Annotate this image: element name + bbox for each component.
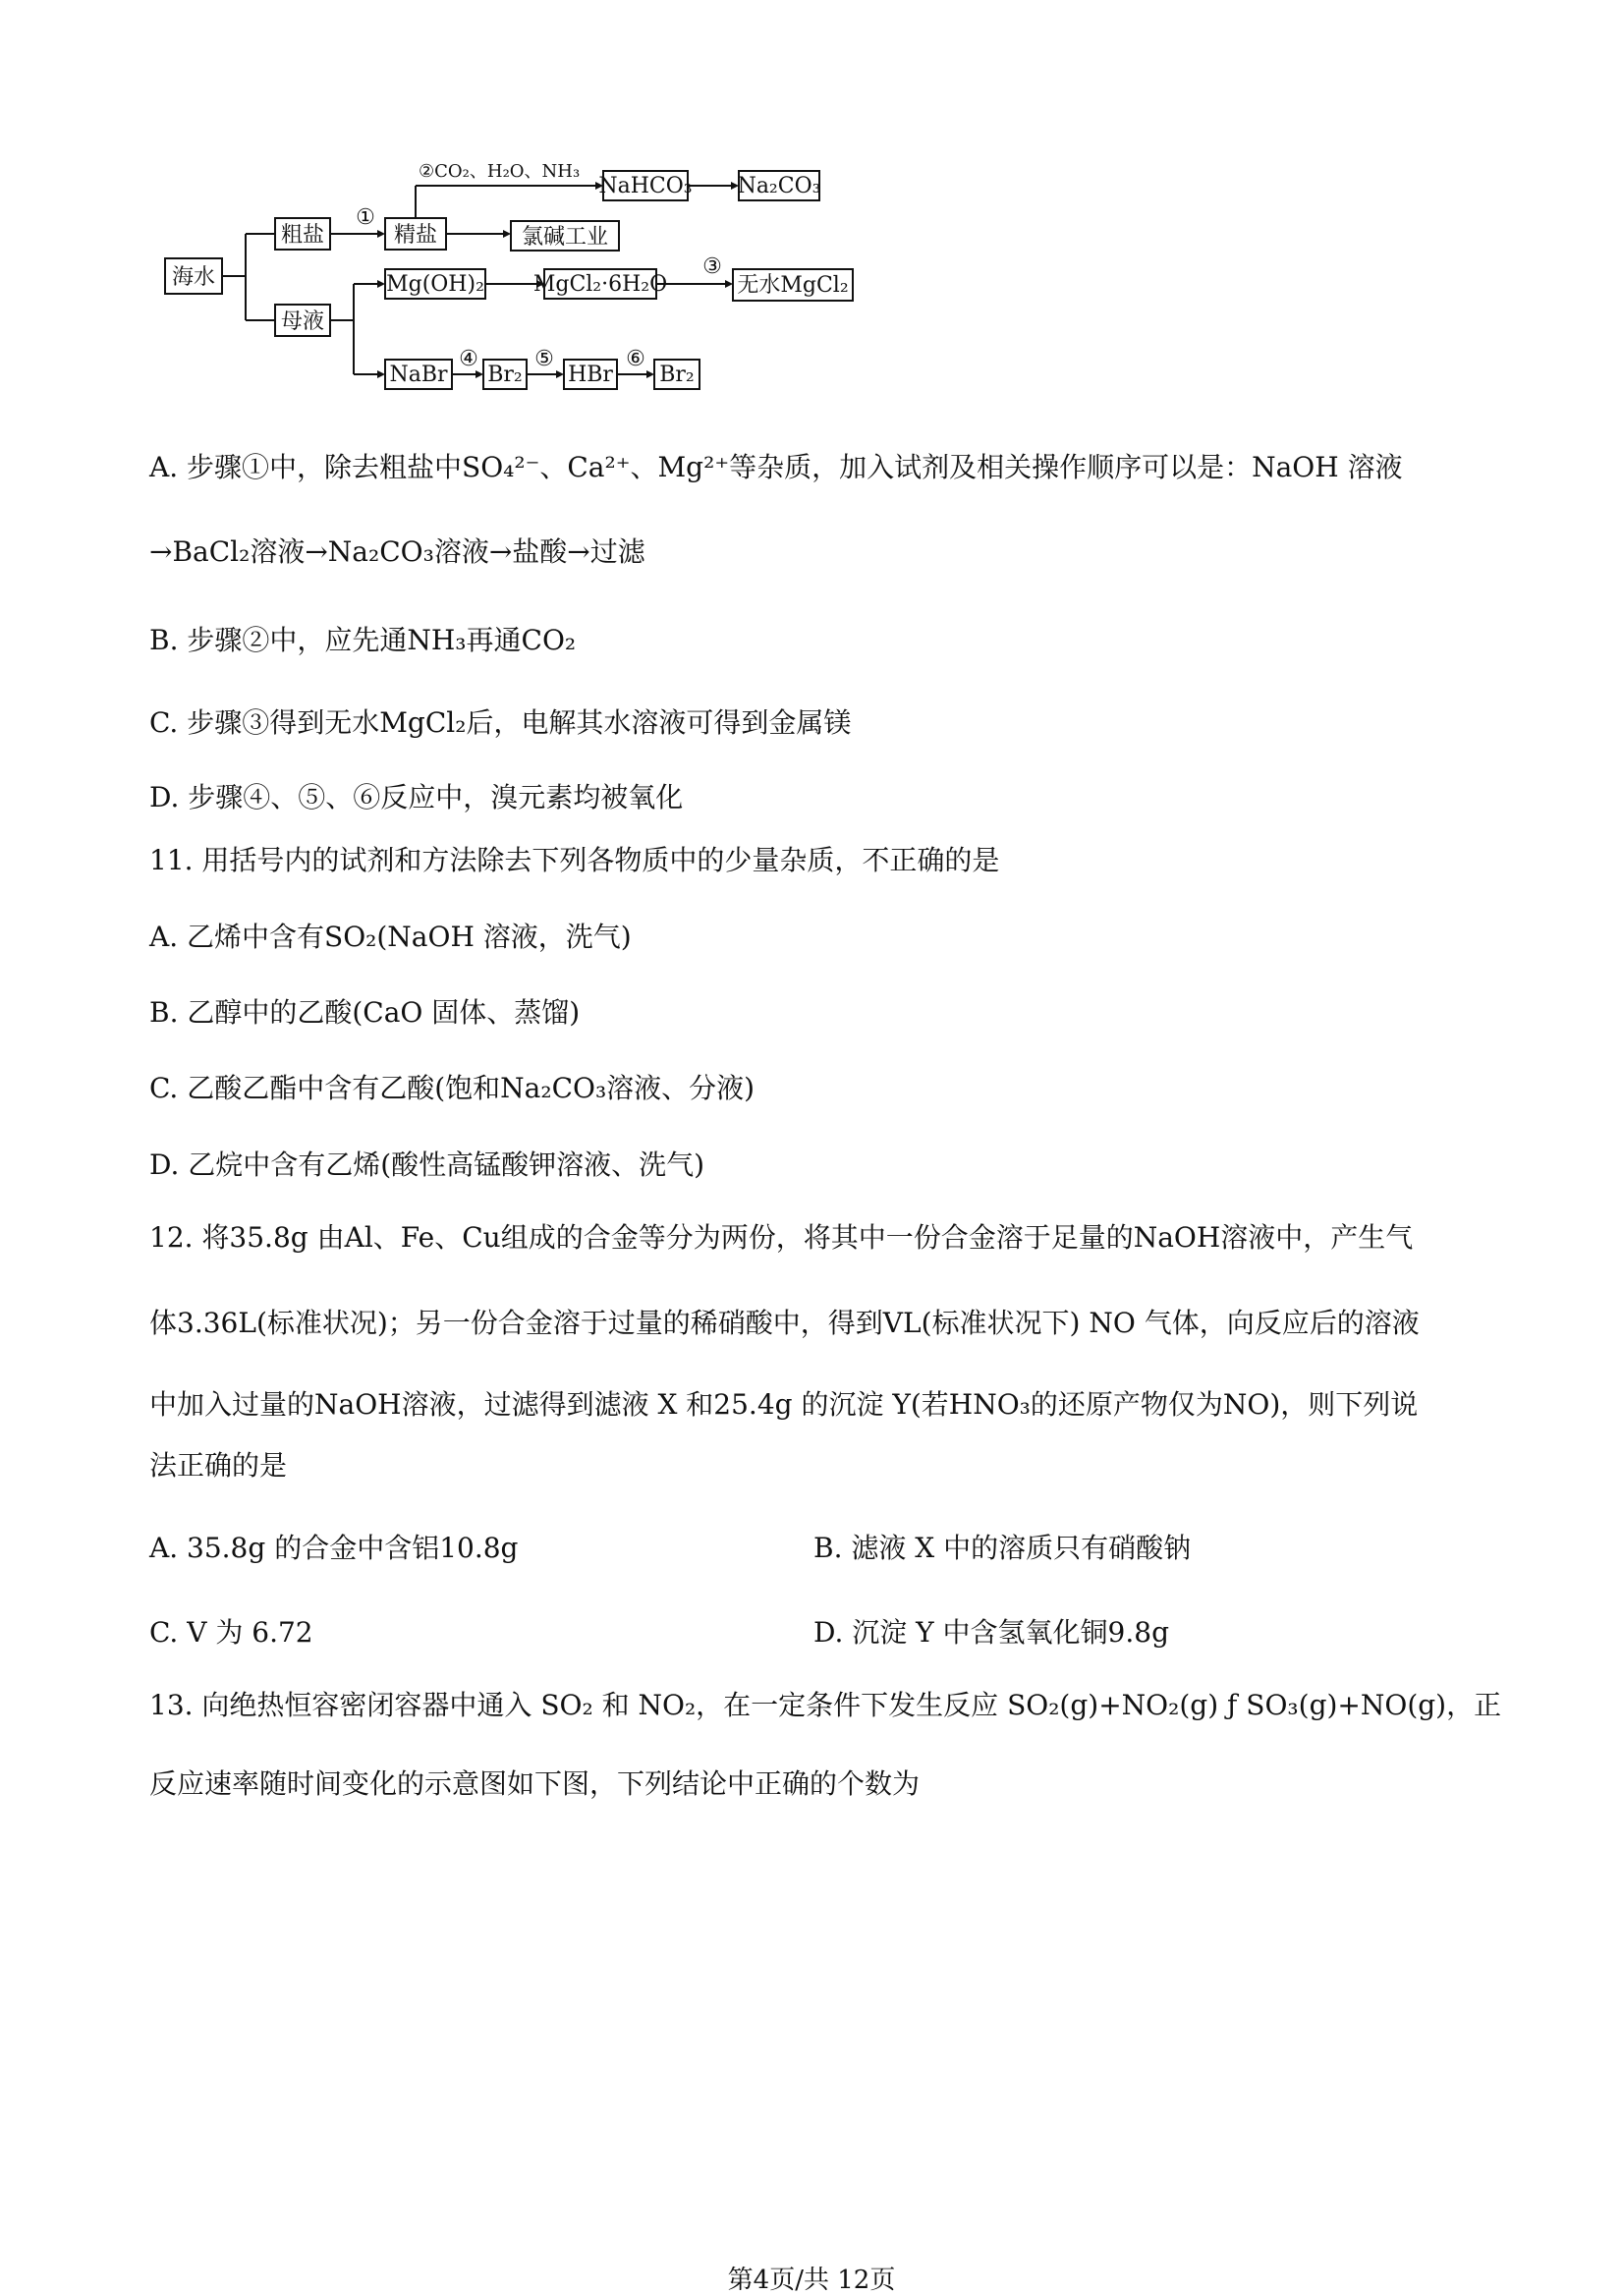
process-flow-diagram — [157, 147, 865, 403]
q12-option-c: C. V 为 6.72 — [149, 1616, 313, 1649]
mother-liquor-label: 母液 — [280, 309, 325, 334]
q10-option-b: B. 步骤②中，应先通NH₃再通CO₂ — [149, 624, 577, 656]
q11-option-a: A. 乙烯中含有SO₂(NaOH 溶液，洗气) — [149, 921, 632, 953]
step1-marker: ① — [356, 205, 375, 230]
q13-stem-line1: 13. 向绝热恒容密闭容器中通入 SO₂ 和 NO₂，在一定条件下发生反应 SO₂(g)+NO₂(g) ƒ SO₃(g)+NO(g)，正 — [149, 1689, 1502, 1721]
q12-stem-line2: 体3.36L(标准状况)；另一份合金溶于过量的稀硝酸中，得到VL(标准状况下) NO 气体，向反应后的溶液 — [149, 1307, 1420, 1339]
q11-option-b: B. 乙醇中的乙酸(CaO 固体、蒸馏) — [149, 996, 581, 1029]
q10-option-a-line2: →BaCl₂溶液→Na₂CO₃溶液→盐酸→过滤 — [149, 535, 645, 568]
nabr-label: NaBr — [389, 363, 448, 387]
q12-option-d: D. 沉淀 Y 中含氢氧化铜9.8g — [813, 1616, 1169, 1649]
q10-option-d: D. 步骤④、⑤、⑥反应中，溴元素均被氧化 — [149, 781, 684, 813]
anhydrous-mgcl2-label: 无水MgCl₂ — [737, 273, 849, 298]
br2-label-b: Br₂ — [659, 363, 695, 387]
q13-stem-line2: 反应速率随时间变化的示意图如下图，下列结论中正确的个数为 — [149, 1767, 921, 1800]
step6-marker: ⑥ — [626, 347, 645, 371]
q12-option-a: A. 35.8g 的合金中含铝10.8g — [149, 1532, 519, 1564]
step4-marker: ④ — [459, 347, 478, 371]
hbr-label: HBr — [568, 363, 613, 387]
q10-option-c: C. 步骤③得到无水MgCl₂后，电解其水溶液可得到金属镁 — [149, 706, 852, 739]
q12-stem-line3: 中加入过量的NaOH溶液，过滤得到滤液 X 和25.4g 的沉淀 Y(若HNO₃的还原产物仅为NO)，则下列说 — [149, 1388, 1419, 1421]
q12-stem-line1: 12. 将35.8g 由Al、Fe、Cu组成的合金等分为两份，将其中一份合金溶于足量的NaOH溶液中，产生气 — [149, 1221, 1414, 1254]
crude-salt-label: 粗盐 — [280, 223, 325, 248]
step5-marker: ⑤ — [534, 347, 554, 371]
na2co3-label: Na₂CO₃ — [737, 174, 821, 198]
step2-reagents-label: ②CO₂、H₂O、NH₃ — [419, 161, 581, 182]
chlor-alkali-label: 氯碱工业 — [521, 225, 609, 250]
q11-option-d: D. 乙烷中含有乙烯(酸性高锰酸钾溶液、洗气) — [149, 1148, 705, 1181]
q12-option-b: B. 滤液 X 中的溶质只有硝酸钠 — [813, 1532, 1192, 1564]
q11-option-c: C. 乙酸乙酯中含有乙酸(饱和Na₂CO₃溶液、分液) — [149, 1072, 756, 1104]
step3-marker: ③ — [702, 254, 722, 279]
mgoh2-label: Mg(OH)₂ — [386, 272, 484, 297]
q12-stem-line4: 法正确的是 — [149, 1449, 288, 1482]
refined-salt-label: 精盐 — [393, 223, 438, 248]
br2-label-a: Br₂ — [487, 363, 523, 387]
nahco3-label: NaHCO₃ — [598, 174, 693, 198]
q10-option-a-line1: A. 步骤①中，除去粗盐中SO₄²⁻、Ca²⁺、Mg²⁺等杂质，加入试剂及相关操作顺序可以是：NaOH 溶液 — [149, 451, 1403, 483]
mgcl2-hydrate-label: MgCl₂·6H₂O — [532, 272, 668, 297]
page-footer: 第4页/共 12页 — [727, 2266, 896, 2295]
q11-stem: 11. 用括号内的试剂和方法除去下列各物质中的少量杂质，不正确的是 — [149, 844, 1000, 876]
seawater-label: 海水 — [171, 265, 216, 290]
